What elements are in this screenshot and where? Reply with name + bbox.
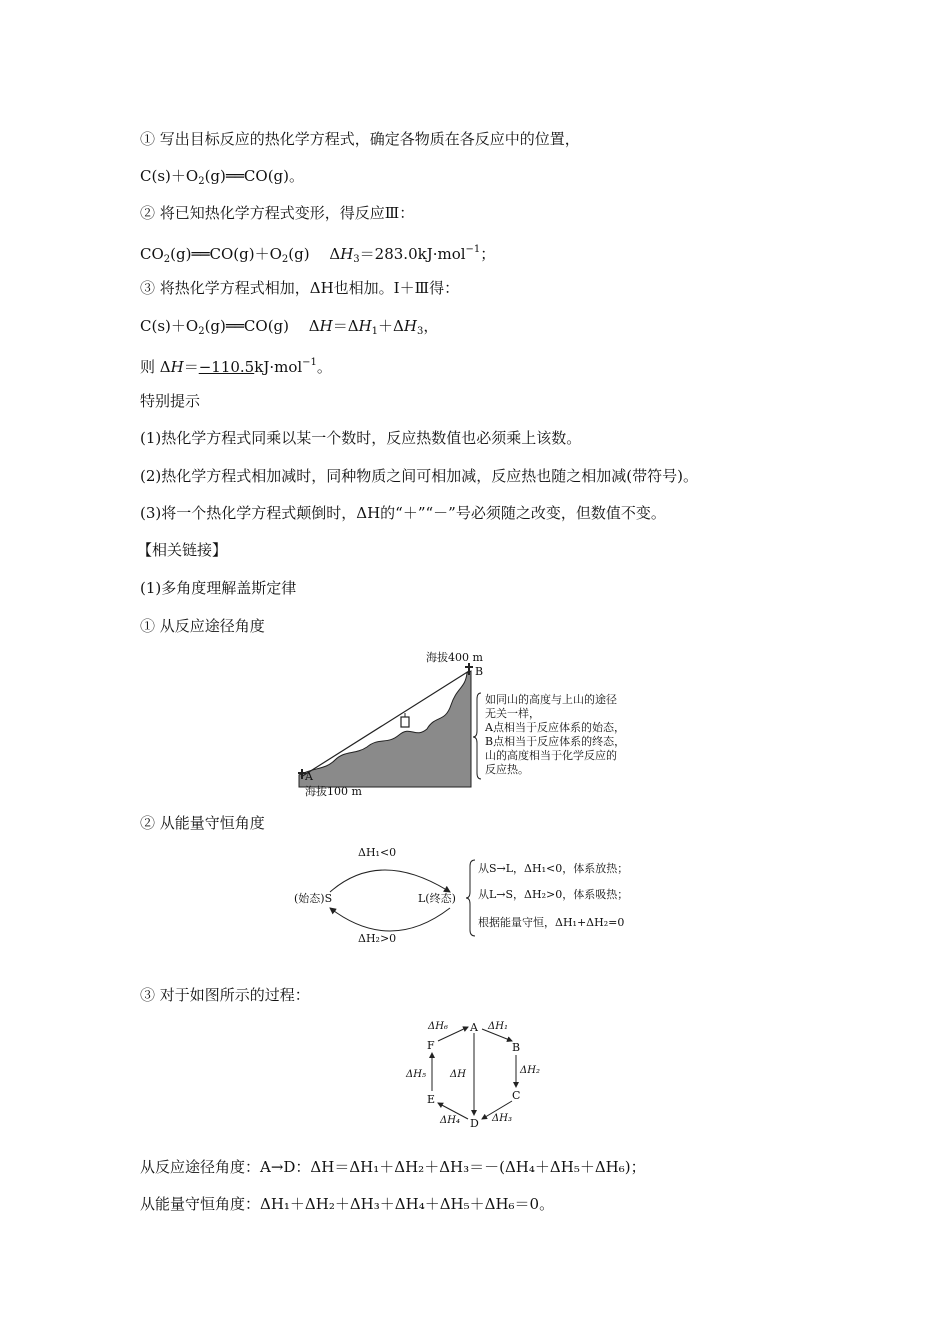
node-b: B	[512, 1041, 521, 1054]
node-e: E	[427, 1093, 436, 1106]
altitude-bottom-label: 海拔100 m	[305, 785, 362, 798]
mountain-note-1: 如同山的高度与上山的途径	[485, 693, 617, 706]
related-link-subtitle: (1)多角度理解盖斯定律	[140, 579, 297, 597]
tip-1: (1)热化学方程式同乘以某一个数时，反应热数值也必须乘上该数。	[140, 429, 582, 447]
cable-car-icon	[401, 717, 409, 727]
arc-l-to-s	[330, 908, 450, 931]
step-1-equation: $C(s)+O_2(g)══CO(g)$。	[140, 167, 305, 187]
label-dh5: ΔH₅	[406, 1069, 426, 1080]
energy-note-3: 根据能量守恒，ΔH₁+ΔH₂=0	[478, 916, 625, 929]
label-dh3: ΔH₃	[492, 1113, 512, 1124]
label-dh6: ΔH₆	[428, 1021, 448, 1032]
step-3-text: ③ 将热化学方程式相加，ΔH也相加。Ⅰ＋Ⅲ得：	[140, 279, 460, 297]
point-b-label: B	[475, 665, 484, 678]
mountain-note-5: 山的高度相当于化学反应的	[485, 749, 617, 762]
label-dh4: ΔH₄	[440, 1115, 460, 1126]
delta-h2-label: ΔH₂>0	[358, 932, 397, 945]
start-state-label: (始态)S	[294, 892, 333, 905]
label-dh1: ΔH₁	[488, 1021, 508, 1032]
altitude-top-label: 海拔400 m	[426, 651, 483, 664]
point-a-label: A	[305, 770, 313, 783]
perspective-1-heading: ① 从反应途径角度	[140, 617, 265, 635]
hexagon-cycle-diagram	[400, 1015, 550, 1133]
result-line: 则 ΔH＝−110.5kJ·mol$^{-1}$。	[140, 357, 332, 376]
perspective-2-heading: ② 从能量守恒角度	[140, 814, 265, 832]
energy-cycle-diagram	[290, 840, 670, 952]
conclusion-energy: 从能量守恒角度：ΔH₁＋ΔH₂＋ΔH₃＋ΔH₄＋ΔH₅＋ΔH₆＝0。	[140, 1195, 555, 1213]
step-2-text: ② 将已知热化学方程式变形，得反应Ⅲ：	[140, 204, 415, 222]
tip-2: (2)热化学方程式相加减时，同种物质之间可相加减，反应热也随之相加减(带符号)。	[140, 467, 698, 485]
mountain-shape	[299, 671, 471, 787]
delta-h1-label: ΔH₁<0	[358, 846, 397, 859]
brace	[466, 860, 475, 936]
mountain-note-4: B点相当于反应体系的终态，	[485, 735, 626, 748]
tips-title: 特别提示	[140, 392, 201, 410]
energy-note-1: 从S→L，ΔH₁<0，体系放热；	[478, 862, 629, 875]
mountain-note-2: 无关一样，	[485, 707, 540, 720]
perspective-3-heading: ③ 对于如图所示的过程：	[140, 986, 310, 1004]
label-dh2: ΔH₂	[520, 1065, 540, 1076]
step-1-text: ① 写出目标反应的热化学方程式，确定各物质在各反应中的位置，	[140, 130, 580, 148]
end-state-label: L(终态)	[418, 892, 456, 905]
brace	[473, 693, 481, 779]
node-d: D	[470, 1117, 479, 1130]
conclusion-path: 从反应途径角度：A→D：ΔH＝ΔH₁＋ΔH₂＋ΔH₃＝－(ΔH₄＋ΔH₅＋ΔH₆)；	[140, 1158, 646, 1176]
mountain-diagram	[295, 645, 665, 800]
node-f: F	[427, 1039, 435, 1052]
mountain-note-3: A点相当于反应体系的始态，	[485, 721, 625, 734]
tip-3: (3)将一个热化学方程式颠倒时，ΔH的“＋”“－”号必须随之改变，但数值不变。	[140, 504, 666, 522]
energy-note-2: 从L→S，ΔH₂>0，体系吸热；	[478, 888, 629, 901]
mountain-note-6: 反应热。	[485, 763, 529, 776]
node-c: C	[512, 1089, 521, 1102]
node-a: A	[470, 1021, 478, 1034]
arc-s-to-l	[330, 870, 450, 892]
label-dh: ΔH	[450, 1069, 466, 1080]
step-2-equation: $CO_2(g)══CO(g)+O_2(g)$ $\Delta H_3=283.0kJ\cdot mol^{-1}$；	[140, 244, 496, 265]
step-3-equation: $C(s)+O_2(g)══CO(g)$ $\Delta H=\Delta H_1+\Delta H_3$，	[140, 317, 439, 337]
related-link-title: 【相关链接】	[137, 541, 228, 559]
